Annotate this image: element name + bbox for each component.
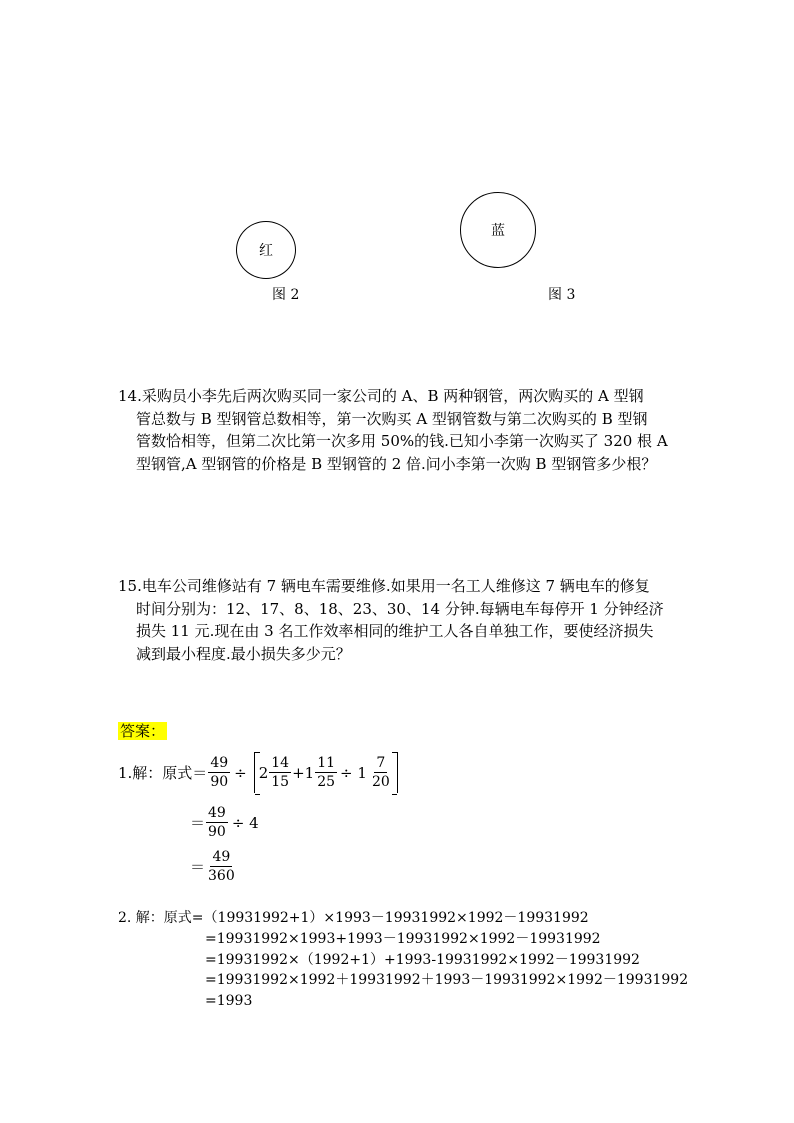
plus-term: +1 [292,763,315,782]
question-15-line: 损失 11 元.现在由 3 名工作效率相同的维护工人各自单独工作，要使经济损失 [136,622,654,640]
solution-2-steps [205,929,688,1011]
answers-heading: 答案： [120,722,166,740]
fraction [315,754,337,791]
question-14-line: 型钢管,A 型钢管的价格是 B 型钢管的 2 倍.问小李第一次购 B 型钢管多少根？ [136,454,657,473]
blue-circle [460,192,536,268]
numerator: 49 [210,755,229,771]
question-15-line: 减到最小程度.最小损失多少元？ [136,644,351,663]
question-15-line: 时间分别为：12、17、8、18、23、30、14 分钟.每辆电车每停开 1 分钟经济 [136,599,664,618]
solution-2-step: =19931992×1993+1993－19931992×1992－19931992 [205,931,601,947]
question-15 [118,575,678,665]
equals-sign: ＝ [190,858,206,876]
denominator: 25 [317,774,336,790]
solution-1-line-1 [118,752,398,793]
numerator: 49 [208,805,226,821]
numerator: 49 [212,849,231,865]
divide-term: ÷ 1 [340,763,367,782]
solution-1-line-3 [190,848,238,885]
solution-1-prefix: 1.解：原式＝ [118,764,208,782]
denominator: 20 [371,774,390,790]
divide-term: ÷ 4 [231,813,259,832]
fraction [269,754,291,791]
fraction [206,848,237,885]
answers-heading-wrap [118,720,167,741]
red-circle [236,221,296,279]
figure-2-caption: 图 2 [272,287,300,303]
question-14-line: 14.采购员小李先后两次购买同一家公司的 A、B 两种钢管，两次购买的 A 型钢 [118,387,644,405]
fraction [208,754,230,791]
solution-2-step: =19931992×（1992+1）+1993-19931992×1992－19931992 [205,951,640,968]
solution-2-line-1: 2. 解：原式=（19931992+1）×1993－19931992×1992－19931992 [118,910,589,926]
blue-circle-label: 蓝 [491,223,505,239]
solution-2-step: =19931992×1992＋19931992＋1993－19931992×1992－19931992 [205,972,689,988]
bracket-group [254,752,398,793]
numerator: 7 [376,755,386,771]
question-14 [118,385,678,475]
solution-2-step: =1993 [205,992,253,1009]
fraction [206,804,228,841]
red-circle-label: 红 [259,243,273,259]
question-14-line: 管数恰相等，但第二次比第一次多用 50%的钱.已知小李第一次购买了 320 根 A [136,432,668,450]
numerator: 14 [271,755,290,771]
denominator: 90 [208,824,226,840]
solution-1-line-2 [190,804,259,841]
fraction [370,754,392,791]
denominator: 360 [208,868,235,884]
whole-part: 2 [258,763,269,782]
numerator: 11 [317,755,336,771]
denominator: 90 [210,774,229,790]
divide-sign: ÷ [234,763,247,782]
question-15-line: 15.电车公司维修站有 7 辆电车需要维修.如果用一名工人维修这 7 辆电车的修复 [118,577,650,595]
figure-3-caption: 图 3 [548,287,576,303]
equals-sign: ＝ [190,814,206,832]
question-14-line: 管总数与 B 型钢管总数相等，第一次购买 A 型钢管数与第二次购买的 B 型钢 [136,409,648,428]
denominator: 15 [271,774,290,790]
